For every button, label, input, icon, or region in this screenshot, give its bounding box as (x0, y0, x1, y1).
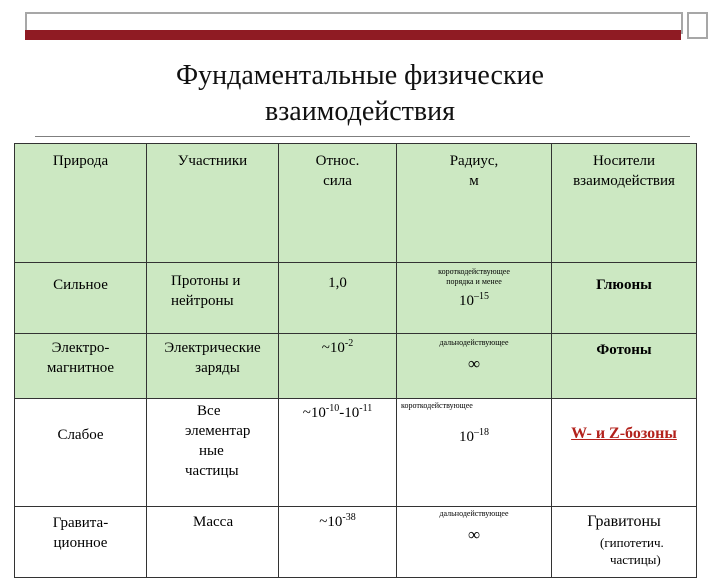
infinity-symbol: ∞ (467, 354, 481, 373)
cell-nature (15, 334, 147, 399)
strength-exponent: -2 (344, 338, 354, 349)
table-row (15, 507, 697, 578)
radius-note: дальнодействующее (439, 509, 509, 518)
strength-base: ~10 (321, 340, 345, 356)
carrier-text: Глюоны (596, 277, 652, 293)
cell-participants (147, 334, 279, 399)
header-participants-label: Участники (177, 153, 248, 169)
cell-radius (397, 263, 552, 334)
strength-a-base: ~10 (302, 405, 326, 421)
radius-base: 10 (459, 293, 474, 309)
strength-base: ~10 (319, 514, 343, 530)
infinity-symbol: ∞ (467, 525, 481, 544)
cell-nature (15, 399, 147, 507)
participants-text: Масса (193, 514, 234, 530)
radius-value (397, 427, 551, 447)
cell-radius (397, 334, 552, 399)
header-carriers (552, 144, 697, 263)
header-nature (15, 144, 147, 263)
radius-note-line1: короткодействующее (438, 267, 510, 276)
title-divider (35, 136, 690, 137)
corner-decor-box (687, 12, 708, 39)
strength-a-exponent: -10 (325, 403, 340, 414)
radius-exponent: –18 (474, 427, 489, 438)
carrier-text: Фотоны (596, 342, 652, 358)
slide-title (100, 58, 620, 130)
header-radius-line1: Радиус, (449, 153, 499, 169)
cell-nature (15, 263, 147, 334)
radius-note: короткодействующее (401, 401, 473, 410)
header-nature-label: Природа (52, 153, 109, 169)
table-row (15, 334, 697, 399)
cell-strength (279, 263, 397, 334)
cell-radius (397, 507, 552, 578)
nature-line1: Электро- (51, 340, 110, 356)
cell-carrier (552, 507, 697, 578)
cell-carrier (552, 263, 697, 334)
radius-base: 10 (459, 429, 474, 445)
header-carriers-line1: Носители (592, 153, 656, 169)
header-strength-line2: сила (323, 173, 352, 189)
table-header-row (15, 144, 697, 263)
header-radius (397, 144, 552, 263)
cell-participants (147, 263, 279, 334)
header-carriers-line2: взаимодействия (573, 173, 675, 189)
title-line-1: Фундаментальные физические (176, 60, 544, 91)
cell-radius (397, 399, 552, 507)
nature-line2: магнитное (46, 360, 115, 376)
cell-participants (147, 507, 279, 578)
header-participants (147, 144, 279, 263)
radius-value (397, 291, 551, 311)
participants-line1: Все (197, 403, 221, 419)
cell-nature (15, 507, 147, 578)
radius-note: дальнодействующее (439, 338, 509, 347)
nature-text: Слабое (57, 427, 104, 443)
cell-strength (279, 399, 397, 507)
nature-line1: Гравита- (52, 515, 109, 531)
strength-exponent: -38 (342, 512, 356, 523)
carrier-text: Гравитоны (587, 513, 661, 530)
cell-carrier (552, 334, 697, 399)
participants-line2: нейтроны (171, 293, 234, 309)
strength-b-base: -10 (339, 405, 360, 421)
participants-line1: Электрические (164, 340, 261, 356)
strength-b-exponent: -11 (359, 403, 373, 414)
table-row (15, 263, 697, 334)
participants-line4: частицы (185, 463, 239, 479)
header-strength-line1: Относ. (315, 153, 360, 169)
interactions-table (14, 143, 697, 578)
strength-value: 1,0 (328, 275, 347, 291)
header-strength (279, 144, 397, 263)
cell-carrier (552, 399, 697, 507)
participants-line2: элементар (185, 423, 251, 439)
participants-line3: ные (199, 443, 224, 459)
carrier-note-line1: (гипотетич. (600, 535, 664, 550)
participants-line2: заряды (195, 360, 240, 376)
radius-note-line2: порядка и менее (446, 277, 502, 286)
cell-participants (147, 399, 279, 507)
top-accent-bar (25, 30, 681, 40)
nature-text: Сильное (53, 277, 108, 293)
carrier-note-line2: частицы) (610, 552, 661, 567)
title-line-2: взаимодействия (264, 96, 455, 127)
participants-line1: Протоны и (171, 273, 241, 289)
cell-strength (279, 334, 397, 399)
cell-strength (279, 507, 397, 578)
table-row (15, 399, 697, 507)
radius-exponent: –15 (474, 291, 489, 302)
header-radius-line2: м (469, 173, 479, 189)
carrier-link[interactable]: W- и Z-бозоны (571, 425, 677, 442)
nature-line2: ционное (53, 535, 108, 551)
